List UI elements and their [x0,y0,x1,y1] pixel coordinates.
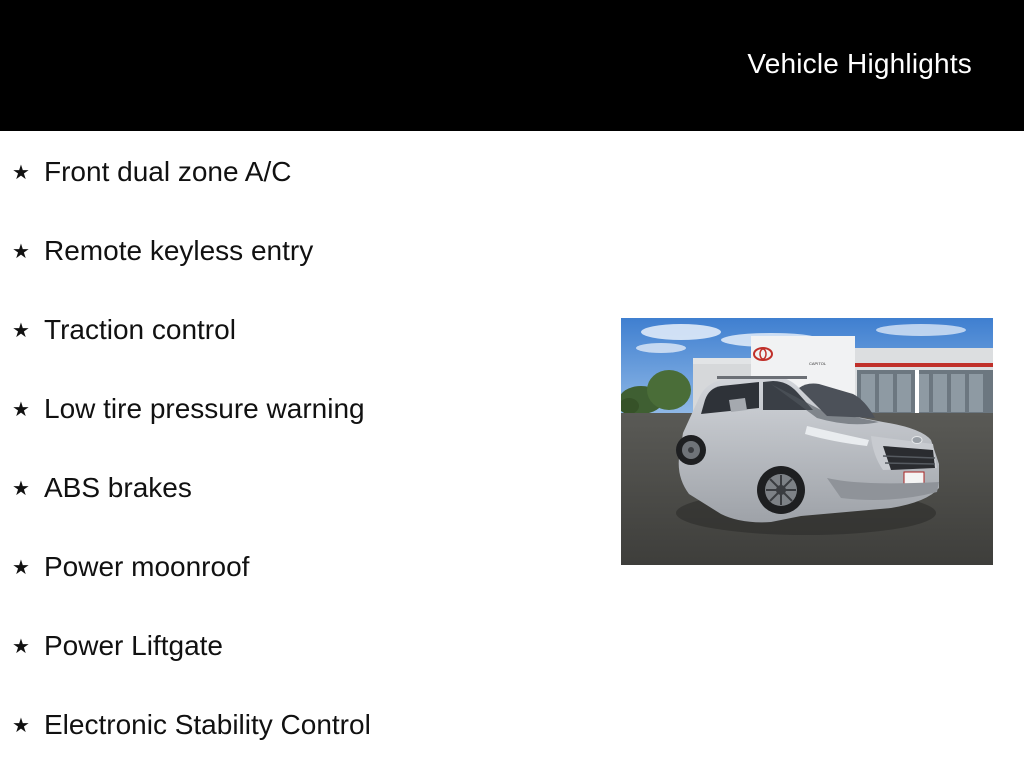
star-icon: ★ [12,714,30,737]
header-bar [0,0,1024,131]
feature-item [12,389,365,429]
page-title: Vehicle Highlights [747,48,972,79]
feature-label: Front dual zone A/C [44,156,292,187]
vehicle-photo [621,318,993,565]
star-icon: ★ [12,161,30,184]
feature-item [12,547,249,587]
feature-item [12,231,313,271]
star-icon: ★ [12,319,30,342]
feature-label: ABS brakes [44,472,192,503]
building-sign: CAPITOL [809,361,827,366]
vehicle-photo-graphic [621,318,993,565]
feature-label: Electronic Stability Control [44,709,371,740]
feature-label: Traction control [44,314,236,345]
star-icon: ★ [12,240,30,263]
feature-item [12,310,236,350]
star-icon: ★ [12,635,30,658]
feature-item [12,468,192,508]
feature-label: Remote keyless entry [44,235,314,266]
star-icon: ★ [12,398,30,421]
feature-item [12,626,223,666]
feature-label: Power Liftgate [44,630,223,661]
star-icon: ★ [12,556,30,579]
feature-item [12,152,291,192]
feature-label: Power moonroof [44,551,250,582]
star-icon: ★ [12,477,30,500]
feature-label: Low tire pressure warning [44,393,365,424]
feature-item [12,705,371,745]
